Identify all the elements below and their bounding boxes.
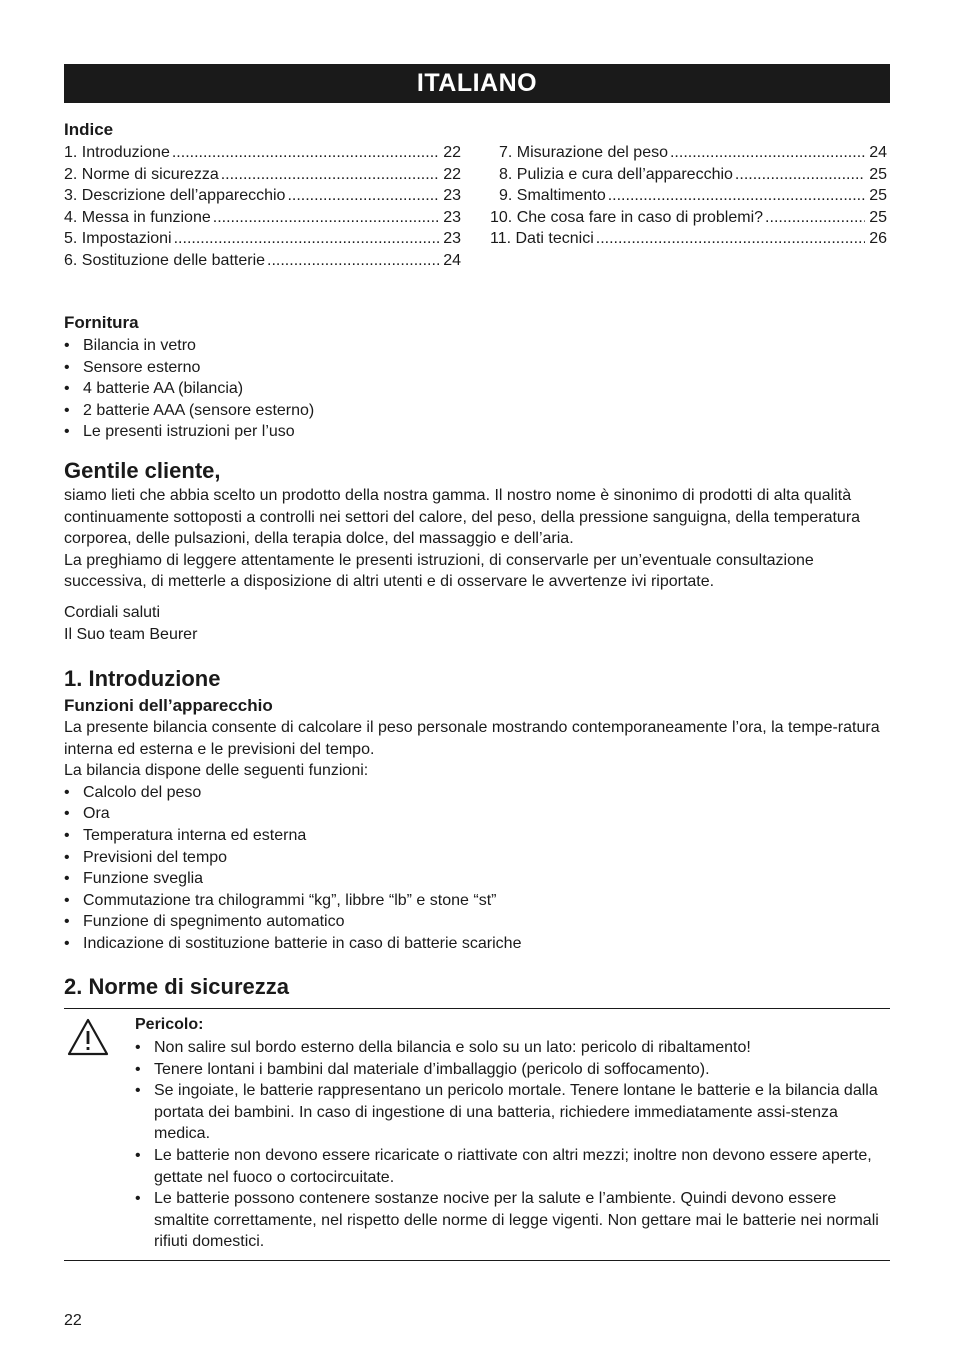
- list-item: • 2 batterie AAA (sensore esterno): [64, 400, 890, 422]
- introduction-paragraph: La presente bilancia consente di calcolare il peso personale mostrando contemporaneamente l’ora, la tempe-ratura interna ed esterna e le previsioni del tempo.: [64, 719, 880, 758]
- toc-row[interactable]: 9. Smaltimento ..... 25: [490, 185, 887, 207]
- toc-row[interactable]: 4. Messa in funzione ..... 23: [64, 207, 461, 229]
- divider: [64, 1008, 890, 1009]
- list-item: • Indicazione di sostituzione batterie in caso di batterie scariche: [64, 933, 890, 955]
- greeting-section: [64, 457, 890, 645]
- toc-title: Indice: [64, 120, 114, 139]
- page-number: 22: [64, 1312, 82, 1329]
- language-banner: ITALIANO: [64, 64, 890, 103]
- divider: [64, 1260, 890, 1261]
- toc-row[interactable]: 3. Descrizione dell’apparecchio ..... 23: [64, 185, 461, 207]
- toc-row[interactable]: 10. Che cosa fare in caso di problemi? ..... 25: [490, 207, 887, 229]
- greeting-paragraph: La preghiamo di leggere attentamente le presenti istruzioni, di conservarle per un’eventuale consultazione successiva, di metterle a disposizione di altri utenti e di osservare le avvertenze ivi riportate.: [64, 551, 814, 591]
- list-item: • Calcolo del peso: [64, 782, 890, 804]
- toc-right-column: [490, 142, 887, 250]
- safety-section: [64, 973, 890, 1001]
- list-item: • Bilancia in vetro: [64, 335, 890, 357]
- toc-row[interactable]: 2. Norme di sicurezza ..... 22: [64, 164, 461, 186]
- toc-row[interactable]: 8. Pulizia e cura dell’apparecchio ..... 25: [490, 164, 887, 186]
- greeting-closing: Cordiali saluti: [64, 603, 161, 621]
- list-item: • Se ingoiate, le batterie rappresentano un pericolo mortale. Tenere lontane le batterie e la bilancia dalla portata dei bambini. In caso di ingestione di una batteria, richiedere immediatamente assi-stenza medica.: [135, 1080, 885, 1145]
- list-item: • Funzione sveglia: [64, 868, 890, 890]
- delivery-section: [64, 312, 890, 443]
- delivery-title: Fornitura: [64, 313, 139, 332]
- list-item: • Commutazione tra chilogrammi “kg”, libbre “lb” e stone “st”: [64, 890, 890, 912]
- functions-subtitle: Funzioni dell’apparecchio: [64, 696, 273, 715]
- toc-row[interactable]: 7. Misurazione del peso ..... 24: [490, 142, 887, 164]
- list-item: • Funzione di spegnimento automatico: [64, 911, 890, 933]
- greeting-paragraph: siamo lieti che abbia scelto un prodotto della nostra gamma. Il nostro nome è sinonimo di prodotti di alta qualità continuamente sottoposti a controlli nei settori del calore, del peso, della pressione sanguigna, della temperatura corporea, delle pulsazioni, della terapia dolce, del massaggio e dell’aria.: [64, 487, 861, 548]
- list-item: • Le batterie possono contenere sostanze nocive per la salute e l’ambiente. Quindi devono essere smaltite correttamente, nel rispetto delle norme di legge vigenti. Non gettare mai le batterie nei normali rifiuti domestici.: [135, 1188, 885, 1253]
- greeting-signature: Il Suo team Beurer: [64, 625, 198, 643]
- list-item: • Temperatura interna ed esterna: [64, 825, 890, 847]
- list-item: • Previsioni del tempo: [64, 847, 890, 869]
- toc-row[interactable]: 6. Sostituzione delle batterie ..... 24: [64, 250, 461, 272]
- warning-title: Pericolo:: [135, 1016, 204, 1033]
- list-item: • Le batterie non devono essere ricaricate o riattivate con altri mezzi; inoltre non devono essere aperte, gettate nel fuoco o cortocircuitate.: [135, 1145, 885, 1188]
- introduction-paragraph: La bilancia dispone delle seguenti funzioni:: [64, 762, 369, 780]
- list-item: • Le presenti istruzioni per l’uso: [64, 421, 890, 443]
- list-item: • Non salire sul bordo esterno della bilancia e solo su un lato: pericolo di ribaltamento!: [135, 1037, 885, 1059]
- greeting-title: Gentile cliente,: [64, 458, 221, 483]
- safety-title: 2. Norme di sicurezza: [64, 974, 289, 999]
- list-item: • Sensore esterno: [64, 357, 890, 379]
- introduction-section: [64, 665, 890, 955]
- toc-row[interactable]: 11. Dati tecnici ..... 26: [490, 228, 887, 250]
- introduction-title: 1. Introduzione: [64, 666, 221, 691]
- toc-left-column: [64, 142, 461, 272]
- warning-box: [135, 1014, 885, 1253]
- list-item: • Ora: [64, 803, 890, 825]
- warning-triangle-icon: [66, 1017, 110, 1057]
- toc-row[interactable]: 5. Impostazioni ..... 23: [64, 228, 461, 250]
- toc-row[interactable]: 1. Introduzione ..... 22: [64, 142, 461, 164]
- list-item: • Tenere lontani i bambini dal materiale d’imballaggio (pericolo di soffocamento).: [135, 1059, 885, 1081]
- list-item: • 4 batterie AA (bilancia): [64, 378, 890, 400]
